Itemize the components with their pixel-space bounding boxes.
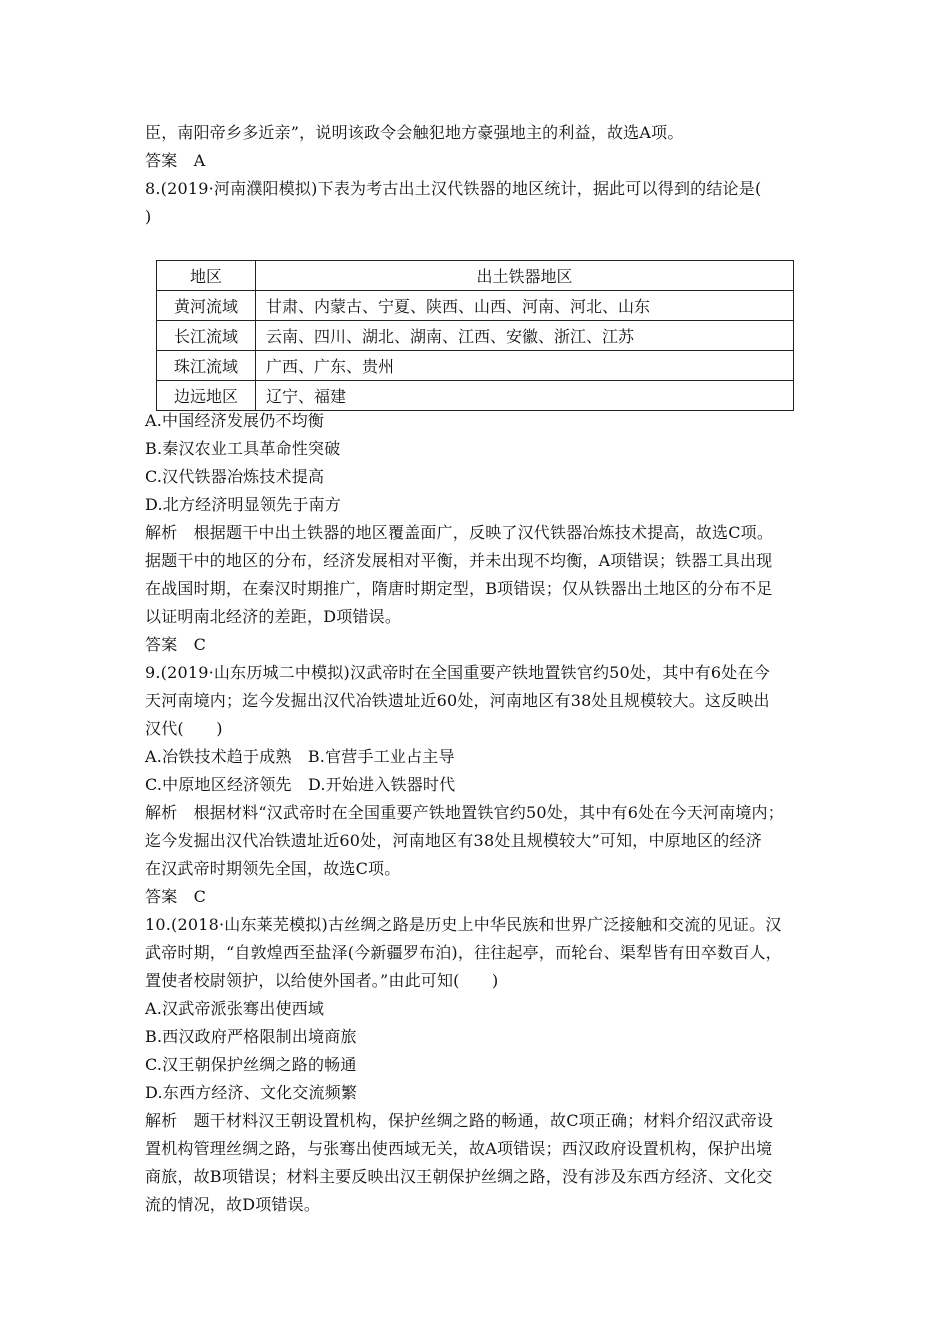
analysis-line: 流的情况，故D项错误。 [145, 1195, 321, 1214]
analysis-line: 据题干中的地区的分布，经济发展相对平衡，并未出现不均衡，A项错误；铁器工具出现 [145, 551, 773, 570]
table-row [157, 291, 794, 321]
analysis-line: 解析 题干材料汉王朝设置机构，保护丝绸之路的畅通，故C项正确；材料介绍汉武帝设 [145, 1111, 774, 1130]
option-line: B.西汉政府严格限制出境商旅 [145, 1027, 357, 1046]
table-cell-region: 珠江流域 [157, 351, 256, 381]
option-line: D.东西方经济、文化交流频繁 [145, 1083, 358, 1102]
option-line: B.秦汉农业工具革命性突破 [145, 439, 341, 458]
analysis-line: 在汉武帝时期领先全国，故选C项。 [145, 859, 401, 878]
table-row [157, 321, 794, 351]
analysis-line: 迄今发掘出汉代冶铁遗址近60处，河南地区有38处且规模较大”可知，中原地区的经济 [145, 831, 762, 850]
analysis-line: 商旅，故B项错误；材料主要反映出汉王朝保护丝绸之路，没有涉及东西方经济、文化交 [145, 1167, 773, 1186]
table-cell-places: 云南、四川、湖北、湖南、江西、安徽、浙江、江苏 [256, 321, 794, 351]
option-line: A.中国经济发展仍不均衡 [145, 411, 325, 430]
table-header-region: 地区 [157, 261, 256, 291]
question-10-line: 置使者校尉领护，以给使外国者。”由此可知( ) [145, 971, 499, 990]
option-line: C.汉王朝保护丝绸之路的畅通 [145, 1055, 357, 1074]
question-8-paren: ) [145, 207, 152, 226]
question-9-line: 9.(2019·山东历城二中模拟)汉武帝时在全国重要产铁地置铁官约50处，其中有6处在今 [145, 663, 770, 682]
question-8-line: 8.(2019·河南濮阳模拟)下表为考古出土汉代铁器的地区统计，据此可以得到的结论是( [145, 179, 762, 198]
option-line: D.北方经济明显领先于南方 [145, 495, 341, 514]
analysis-line: 在战国时期，在秦汉时期推广，隋唐时期定型，B项错误；仅从铁器出土地区的分布不足 [145, 579, 773, 598]
option-line: A.冶铁技术趋于成熟 B.官营手工业占主导 [145, 747, 455, 766]
table-row [157, 381, 794, 411]
analysis-line: 解析 根据题干中出土铁器的地区覆盖面广，反映了汉代铁器冶炼技术提高，故选C项。 [145, 523, 774, 542]
table-cell-places: 广西、广东、贵州 [256, 351, 794, 381]
answer-line: 答案 A [145, 151, 206, 170]
paragraph-line: 臣，南阳帝乡多近亲”，说明该政令会触犯地方豪强地主的利益，故选A项。 [145, 123, 684, 142]
table-cell-places: 辽宁、福建 [256, 381, 794, 411]
table-cell-region: 边远地区 [157, 381, 256, 411]
analysis-line: 置机构管理丝绸之路，与张骞出使西域无关，故A项错误；西汉政府设置机构，保护出境 [145, 1139, 773, 1158]
question-9-line: 天河南境内；迄今发掘出汉代冶铁遗址近60处，河南地区有38处且规模较大。这反映出 [145, 691, 770, 710]
option-line: A.汉武帝派张骞出使西域 [145, 999, 325, 1018]
table-row [157, 351, 794, 381]
answer-line: 答案 C [145, 887, 207, 906]
table-cell-region: 黄河流域 [157, 291, 256, 321]
answer-line: 答案 C [145, 635, 207, 654]
option-line: C.汉代铁器冶炼技术提高 [145, 467, 325, 486]
iron-artifact-table [156, 260, 794, 411]
table-cell-region: 长江流域 [157, 321, 256, 351]
table-header-places: 出土铁器地区 [256, 261, 794, 291]
question-10-line: 10.(2018·山东莱芜模拟)古丝绸之路是历史上中华民族和世界广泛接触和交流的见证。汉 [145, 915, 782, 934]
table-header-row [157, 261, 794, 291]
table-cell-places: 甘肃、内蒙古、宁夏、陕西、山西、河南、河北、山东 [256, 291, 794, 321]
analysis-line: 以证明南北经济的差距，D项错误。 [145, 607, 402, 626]
question-10-line: 武帝时期，“自敦煌西至盐泽(今新疆罗布泊)，往往起亭，而轮台、渠犁皆有田卒数百人， [145, 943, 782, 962]
option-line: C.中原地区经济领先 D.开始进入铁器时代 [145, 775, 456, 794]
question-9-line: 汉代( ) [145, 719, 223, 738]
analysis-line: 解析 根据材料“汉武帝时在全国重要产铁地置铁官约50处，其中有6处在今天河南境内； [145, 803, 784, 822]
